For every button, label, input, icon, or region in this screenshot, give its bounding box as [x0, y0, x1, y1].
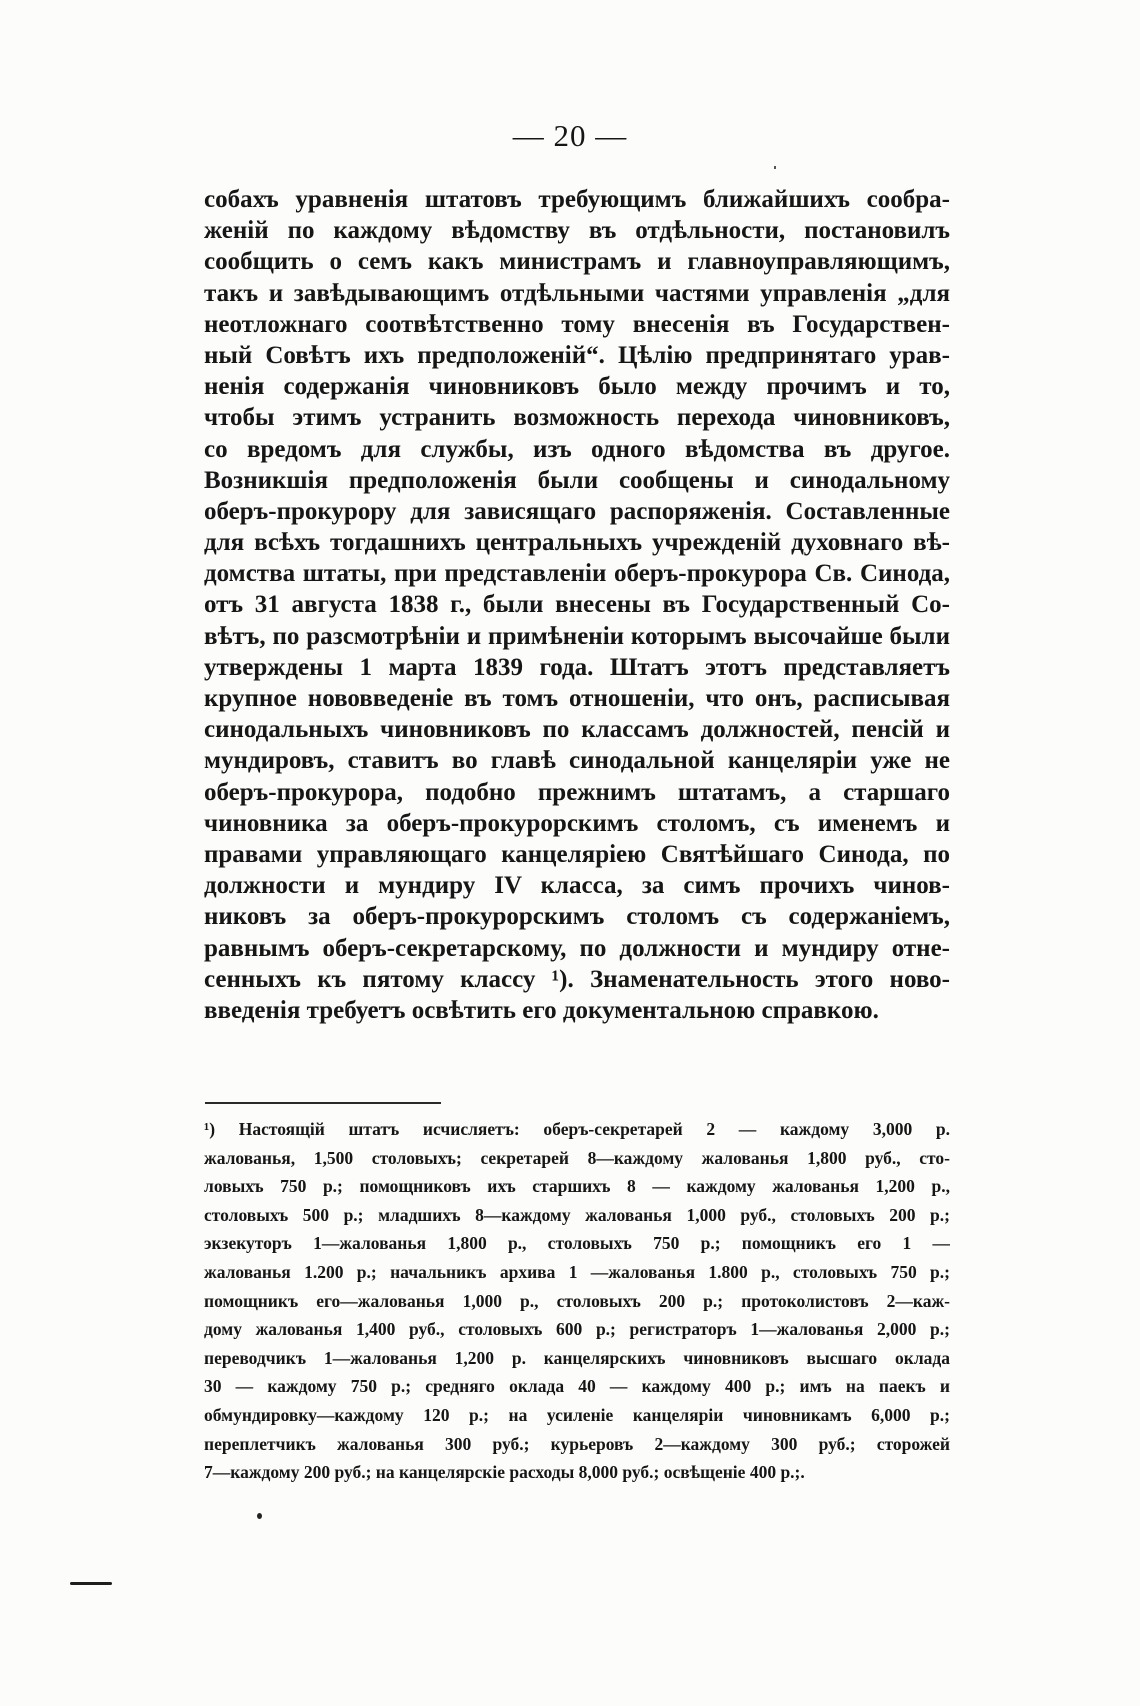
footnote-line: 7—каждому 200 руб.; на канцелярскіе расходы 8,000 руб.; освѣщеніе 400 р.;.	[204, 1462, 805, 1483]
text-line: мундировъ, ставитъ во главѣ синодальной канцеляріи уже не	[204, 747, 950, 775]
text-line: утверждены 1 марта 1839 года. Штатъ этотъ представляетъ	[204, 653, 950, 681]
footnote-block	[204, 1115, 950, 1487]
text-line: ненія содержанія чиновниковъ было между прочимъ и то,	[204, 373, 950, 401]
text-line: введенія требуетъ освѣтить его документальною справкою.	[204, 996, 879, 1024]
footnote-line: ловыхъ 750 р.; помощниковъ ихъ старшихъ 8 — каждому жалованья 1,200 р.,	[204, 1176, 950, 1197]
text-line: чиновника за оберъ-прокурорскимъ столомъ, съ именемъ и	[204, 809, 950, 837]
text-line: синодальныхъ чиновниковъ по классамъ должностей, пенсій и	[204, 716, 950, 744]
footnote-line: жалованья 1.200 р.; начальникъ архива 1 —жалованья 1.800 р., столовыхъ 750 р.;	[204, 1261, 950, 1282]
text-line: женій по каждому вѣдомству въ отдѣльности, постановилъ	[204, 217, 950, 245]
text-line: отъ 31 августа 1838 г., были внесены въ Государственный Со-	[204, 591, 950, 619]
text-line: ный Совѣтъ ихъ предположеній“. Цѣлію предпринятаго урав-	[204, 341, 950, 369]
footnote-line: переводчикъ 1—жалованья 1,200 р. канцелярскихъ чиновниковъ высшаго оклада	[204, 1347, 950, 1368]
text-line: правами управляющаго канцеляріею Святѣйшаго Синода, по	[204, 840, 950, 868]
text-line: никовъ за оберъ-прокурорскимъ столомъ съ содержаніемъ,	[204, 903, 950, 931]
footnote-line: переплетчикъ жалованья 300 руб.; курьеровъ 2—каждому 300 руб.; сторожей	[204, 1433, 950, 1454]
text-line: домства штаты, при представленіи оберъ-прокурора Св. Синода,	[204, 560, 950, 588]
text-line: сенныхъ къ пятому классу ¹). Знаменательность этого ново-	[204, 965, 950, 993]
text-line: должности и мундиру IV класса, за симъ прочихъ чинов-	[204, 872, 950, 900]
text-line: для всѣхъ тогдашнихъ центральныхъ учрежденій духовнаго вѣ-	[204, 529, 950, 557]
page-number: — 20 —	[512, 118, 628, 153]
text-line: со вредомъ для службы, изъ одного вѣдомства въ другое.	[204, 435, 950, 463]
text-line: сообщить о семъ какъ министрамъ и главноуправляющимъ,	[204, 248, 950, 276]
footnote-line: 30 — каждому 750 р.; средняго оклада 40 — каждому 400 р.; имъ на паекъ и	[204, 1376, 950, 1397]
footnote-line: столовыхъ 500 р.; младшихъ 8—каждому жалованья 1,000 руб., столовыхъ 200 р.;	[204, 1204, 950, 1225]
footnote-line: экзекуторъ 1—жалованья 1,800 р., столовыхъ 750 р.; помощникъ его 1 —	[204, 1233, 950, 1254]
text-line: Возникшія предположенія были сообщены и синодальному	[204, 466, 950, 494]
print-dash-mark	[70, 1582, 112, 1585]
text-line: неотложнаго соотвѣтственно тому внесенія въ Государствен-	[204, 310, 950, 338]
footnote-line: помощникъ его—жалованья 1,000 р., столовыхъ 200 р.; протоколистовъ 2—каж-	[204, 1290, 950, 1311]
text-line: собахъ уравненія штатовъ требующимъ ближайшихъ сообра-	[204, 186, 950, 213]
text-line: чтобы этимъ устранить возможность перехода чиновниковъ,	[204, 404, 950, 432]
text-line: равнымъ оберъ-секретарскому, по должности и мундиру отне-	[204, 934, 950, 962]
text-line: оберъ-прокурору для зависящаго распоряженія. Составленные	[204, 497, 950, 525]
footnote-line: ¹) Настоящій штатъ исчисляетъ: оберъ-секретарей 2 — каждому 3,000 р.	[204, 1119, 950, 1139]
footnote-separator	[205, 1102, 441, 1104]
main-text-block	[204, 184, 950, 1026]
footnote-line: жалованья, 1,500 столовыхъ; секретарей 8—каждому жалованья 1,800 руб., сто-	[204, 1147, 950, 1168]
text-line: такъ и завѣдывающимъ отдѣльными частями управленія „для	[204, 279, 950, 307]
text-line: крупное нововведеніе въ томъ отношеніи, что онъ, расписывая	[204, 685, 950, 712]
footnote-line: дому жалованья 1,400 руб., столовыхъ 600 р.; регистраторъ 1—жалованья 2,000 р.;	[204, 1319, 950, 1340]
print-dot	[257, 1513, 262, 1519]
footnote-line: обмундировку—каждому 120 р.; на усиленіе канцеляріи чиновникамъ 6,000 р.;	[204, 1404, 950, 1425]
text-line: вѣтъ, по разсмотрѣніи и примѣненіи которымъ высочайше были	[204, 622, 950, 650]
print-speck	[774, 166, 776, 169]
text-line: оберъ-прокурора, подобно прежнимъ штатамъ, а старшаго	[204, 778, 950, 806]
